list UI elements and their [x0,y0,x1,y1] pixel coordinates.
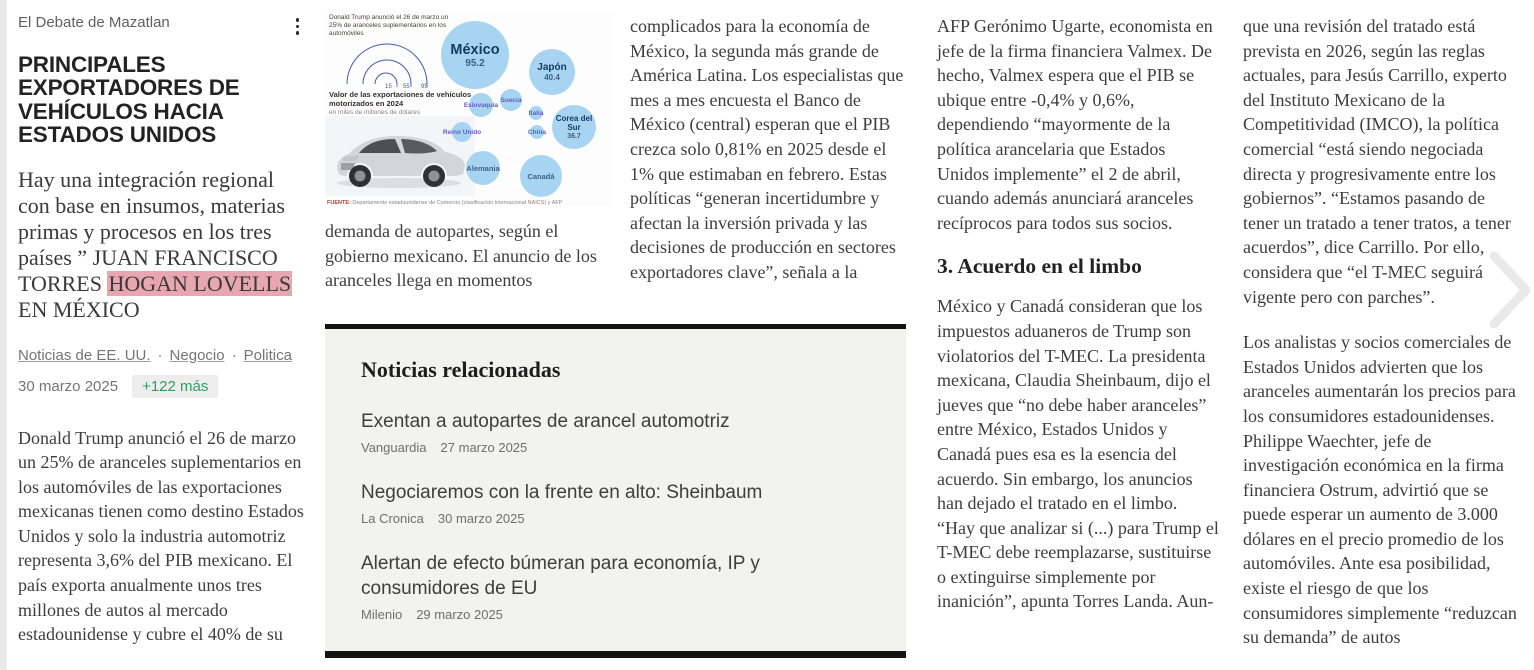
tag-negocio[interactable]: Negocio [169,346,225,364]
bubble-label: China [527,128,547,136]
tag-list [18,347,305,364]
bubble-label: Italia [528,109,544,117]
source-rest: Departamento estadounidense de Comercio (clasificación internacional NAICS) y AFP [350,200,563,206]
related-item-date: 29 marzo 2025 [416,607,503,622]
bubble-label: Canadá [527,171,555,181]
article-paragraph-2: demanda de autopartes, según el gobierno mexicano. El anuncio de los aranceles llega en momentos [325,221,597,291]
article-paragraph-4: AFP Gerónimo Ugarte, economista en jefe de la firma financiera Valmex. De hecho, Valmex espera que el PIB se ubique entre -0,4% y 0,6%, dependiendo “mayormente de la política arancelaria que Estados Unidos implemente” el 2 de abril, cuando además anunciará aranceles recíprocos para todos sus socios. [937,16,1213,233]
bubble-canada [520,155,562,197]
quote-highlight: HOGAN LOVELLS [108,270,292,296]
infographic-note: Donald Trump anunció el 26 de marzo un 25% de aranceles suplementarios en los automóviles [329,14,449,38]
related-item[interactable] [361,480,870,526]
bubble-value: 40.4 [544,73,560,82]
tag-noticias-eeuu[interactable]: Noticias de EE. UU. [18,346,151,364]
related-item-source: La Cronica [361,511,424,526]
scale-tick-15: 15 [385,84,392,90]
article-paragraph-3: complicados para la economía de México, la segunda más grande de América Latina. Los especialistas que mes a mes encuesta el Banco de México (central) esperan que el PIB crezca solo 0,81% en 2025 desde el 1% que estimaban en febrero. Estas políticas “generan incertidumbre y afectan la inversión privada y las decisiones de producción en sectores exportadores clave”, señala a la [630,16,904,282]
bubble-corea-del-sur [552,105,596,149]
bubble-label: Reino Unido [442,128,482,136]
bubble-mexico [441,21,509,89]
source-prefix: FUENTE: [327,200,351,206]
article-paragraph-5: México y Canadá consideran que los impuestos aduaneros de Trump son violatorios del T-MEC. La presidenta mexicana, Claudia Sheinbaum, dijo el jueves que “no debe haber aranceles” entre México, Estados Unidos y Canadá pues esa es la esencia del acuerdo. Sin embargo, los anuncios han dejado el tratado en el limbo. “Hay que analizar si (...) para Trump el T-MEC debe reemplazarse, sustituirse o extinguirse simplemente por inanición”, apunta Torres Landa. Aun- [937,296,1219,612]
related-item-title[interactable]: Exentan a autopartes de arancel automotriz [361,411,730,432]
quote-text: Hay una integración regional con base en insumos, materias primas y procesos en los tres países ” JUAN FRANCISCO TORRES [18,166,285,296]
pull-quote [18,167,305,323]
related-item-source: Vanguardia [361,440,427,455]
infographic-unit: en miles de millones de dólares [329,109,421,116]
article-headline: PRINCIPALES EXPORTADORES DE VEHÍCULOS HACIA ESTADOS UNIDOS [18,51,240,147]
bubble-eslovaquia [463,93,499,117]
scale-tick-55: 55 [403,84,410,90]
tag-separator: · [231,346,237,364]
quote-text-after: EN MÉXICO [18,296,140,322]
bubble-label: Suecia [500,96,522,104]
related-item-source: Milenio [361,607,403,622]
bubble-label: México [450,41,500,58]
article-paragraph-7: Los analistas y socios comerciales de Estados Unidos advierten que los aranceles aumentarán los precios para los consumidores estadounidenses. Philippe Waechter, jefe de investigación económica en la firma financiera Ostrum, advirtió que se puede esperar un aumento de 3.000 dólares en el precio promedio de los automóviles. Ante esa posibilidad, existe el riesgo de que los consumidores simplemente “reduzcan su demanda” de autos [1243,332,1517,648]
related-item-title[interactable]: Alertan de efecto búmeran para economía, IP y consumidores de EU [361,553,760,599]
tag-politica[interactable]: Politica [243,346,292,364]
related-news-section [325,324,906,658]
next-page-chevron-icon[interactable] [1488,250,1534,330]
scale-arcs [333,38,443,88]
related-item[interactable] [361,551,870,622]
bubble-alemania [466,151,500,185]
bubble-label: Alemania [466,163,500,173]
more-sources-badge[interactable]: +122 más [132,375,218,398]
bubble-japon [529,49,575,95]
car-photo [325,112,475,200]
article-date: 30 marzo 2025 [18,377,119,395]
bubble-china [527,125,547,139]
related-news-heading: Noticias relacionadas [361,357,561,382]
bubble-label: Japón [537,62,567,73]
related-item[interactable] [361,409,870,455]
bubble-suecia [500,89,522,111]
publication-name: El Debate de Mazatlan [18,14,170,31]
bubble-italia [529,106,543,120]
kebab-menu-icon[interactable] [290,14,306,39]
tag-separator: · [157,346,163,364]
article-infographic-image[interactable] [325,10,612,207]
bubble-label: Eslovaquia [463,101,499,109]
related-item-date: 30 marzo 2025 [437,511,525,526]
page-left-edge [0,0,7,670]
infographic-source-line [327,200,562,206]
related-item-title[interactable]: Negociaremos con la frente en alto: Sheinbaum [361,482,763,503]
article-paragraph-6: que una revisión del tratado está prevista en 2026, según las reglas actuales, para Jesús Carrillo, experto del Instituto Mexicano de la Competitividad (IMCO), la política comercial “está siendo negociada directa y progresivamente entre los gobiernos”. “Estamos pasando de tener un tratado a tener tratos, a tener acuerdos”, dice Carrillo. Por ello, considera que “el T-MEC seguirá vigente pero con parches”. [1243,16,1511,307]
article-paragraph-1: Donald Trump anunció el 26 de marzo un 25% de aranceles suplementarios en los automóviles de las exportaciones mexicanas tienen como destino Estados Unidos y solo la industria automotriz representa 3,6% del PIB mexicano. El país exporta anualmente unos tres millones de autos al mercado estadounidense y cubre el 40% de su [18,427,304,645]
bubble-label: Corea del Sur [555,113,593,132]
scale-tick-95: 95 [421,84,428,90]
bubble-reino-unido [442,122,482,142]
article-header-column [18,14,305,647]
bubble-value: 95.2 [465,57,485,69]
bubble-value: 36.7 [567,133,581,141]
section-heading-acuerdo-en-el-limbo: 3. Acuerdo en el limbo [937,254,1142,279]
infographic-title: Valor de las exportaciones de vehículos motorizados en 2024 [329,90,472,108]
related-item-date: 27 marzo 2025 [440,440,528,455]
